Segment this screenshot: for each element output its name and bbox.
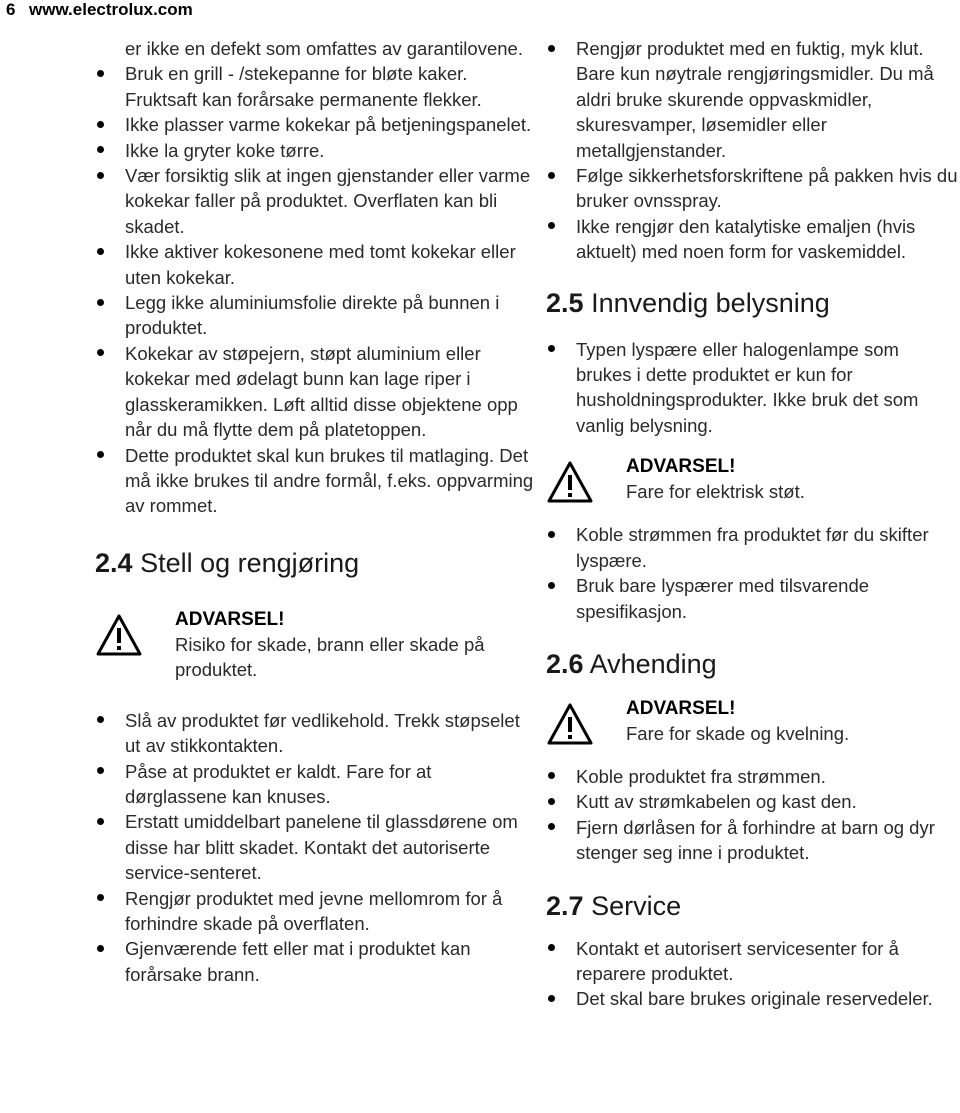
bullet-list-top-left bbox=[95, 36, 535, 519]
page-header bbox=[0, 0, 960, 22]
section-heading-2-5: 2.5 Innvendig belysning bbox=[546, 287, 830, 318]
warning-block bbox=[546, 454, 958, 504]
warning-title: ADVARSEL! bbox=[175, 608, 285, 630]
list-item: Kokekar av støpejern, støpt aluminium eller kokekar med ødelagt bunn kan lage riper i glasskeramikken. Løft alltid disse objektene opp når du må flytte dem på platetoppen. bbox=[95, 341, 535, 443]
right-column bbox=[546, 36, 958, 1012]
list-item: Typen lyspære eller halogenlampe som brukes i dette produktet er kun for husholdningsprodukter. Ikke bruk det som vanlig belysning. bbox=[546, 337, 958, 439]
list-item: er ikke en defekt som omfattes av garantilovene. bbox=[125, 38, 523, 59]
list-item: Det skal bare brukes originale reservedeler. bbox=[546, 986, 958, 1011]
list-item: Vær forsiktig slik at ingen gjenstander eller varme kokekar faller på produktet. Overflaten kan bli skadet. bbox=[95, 163, 535, 239]
bullet-list-2-7 bbox=[546, 936, 958, 1012]
left-column bbox=[95, 36, 535, 987]
list-item: Dette produktet skal kun brukes til matlaging. Det må ikke brukes til andre formål, f.eks. oppvarming av rommet. bbox=[95, 443, 535, 519]
list-item: Legg ikke aluminiumsfolie direkte på bunnen i produktet. bbox=[95, 290, 535, 341]
list-item: Gjenværende fett eller mat i produktet kan forårsake brann. bbox=[95, 936, 535, 987]
list-item: Bruk en grill - /stekepanne for bløte kaker. Fruktsaft kan forårsake permanente flekker. bbox=[95, 61, 535, 112]
bullet-list-2-4 bbox=[95, 708, 535, 987]
bullet-list-2-5a bbox=[546, 337, 958, 439]
section-heading-2-4: 2.4 Stell og rengjøring bbox=[95, 547, 360, 578]
section-heading-2-7: 2.7 Service bbox=[546, 890, 682, 921]
warning-title: ADVARSEL! bbox=[626, 697, 736, 719]
warning-block bbox=[95, 607, 535, 682]
list-item: Ikke aktiver kokesonene med tomt kokekar eller uten kokekar. bbox=[95, 239, 535, 290]
warning-icon bbox=[95, 613, 143, 657]
list-item: Koble produktet fra strømmen. bbox=[546, 764, 958, 789]
section-heading-2-6: 2.6 Avhending bbox=[546, 648, 717, 679]
list-item: Ikke la gryter koke tørre. bbox=[95, 138, 535, 163]
warning-text: Fare for skade og kvelning. bbox=[626, 722, 850, 744]
list-item: Kutt av strømkabelen og kast den. bbox=[546, 789, 958, 814]
list-item: Ikke plasser varme kokekar på betjeningspanelet. bbox=[95, 112, 535, 137]
warning-text: Fare for elektrisk støt. bbox=[626, 481, 805, 503]
list-item: Koble strømmen fra produktet før du skifter lyspære. bbox=[546, 522, 958, 573]
list-item: Rengjør produktet med en fuktig, myk klut. Bare kun nøytrale rengjøringsmidler. Du må aldri bruke skurende oppvaskmidler, skuresvamper, løsemidler eller metallgjenstander. bbox=[546, 36, 958, 163]
warning-text: Risiko for skade, brann eller skade på produktet. bbox=[175, 633, 485, 680]
list-item: Følge sikkerhetsforskriftene på pakken hvis du bruker ovnsspray. bbox=[546, 163, 958, 214]
warning-icon bbox=[546, 702, 594, 746]
list-item: Slå av produktet før vedlikehold. Trekk støpselet ut av stikkontakten. bbox=[95, 708, 535, 759]
list-item: Bruk bare lyspærer med tilsvarende spesifikasjon. bbox=[546, 573, 958, 624]
warning-title: ADVARSEL! bbox=[626, 456, 736, 478]
list-item: Ikke rengjør den katalytiske emaljen (hvis aktuelt) med noen form for vaskemiddel. bbox=[546, 214, 958, 265]
bullet-list-2-6 bbox=[546, 764, 958, 866]
page-number: 6 bbox=[6, 0, 16, 19]
list-item: Fjern dørlåsen for å forhindre at barn og dyr stenger seg inne i produktet. bbox=[546, 815, 958, 866]
list-item: Erstatt umiddelbart panelene til glassdørene om disse har blitt skadet. Kontakt det autoriserte service-senteret. bbox=[95, 809, 535, 885]
warning-icon bbox=[546, 460, 594, 504]
list-item: Kontakt et autorisert servicesenter for å reparere produktet. bbox=[546, 936, 958, 987]
list-item: Rengjør produktet med jevne mellomrom for å forhindre skade på overflaten. bbox=[95, 886, 535, 937]
warning-block bbox=[546, 696, 958, 746]
list-item: Påse at produktet er kaldt. Fare for at dørglassene kan knuses. bbox=[95, 759, 535, 810]
bullet-list-2-5b bbox=[546, 522, 958, 624]
bullet-list-top-right bbox=[546, 36, 958, 265]
website-url: www.electrolux.com bbox=[29, 0, 193, 19]
